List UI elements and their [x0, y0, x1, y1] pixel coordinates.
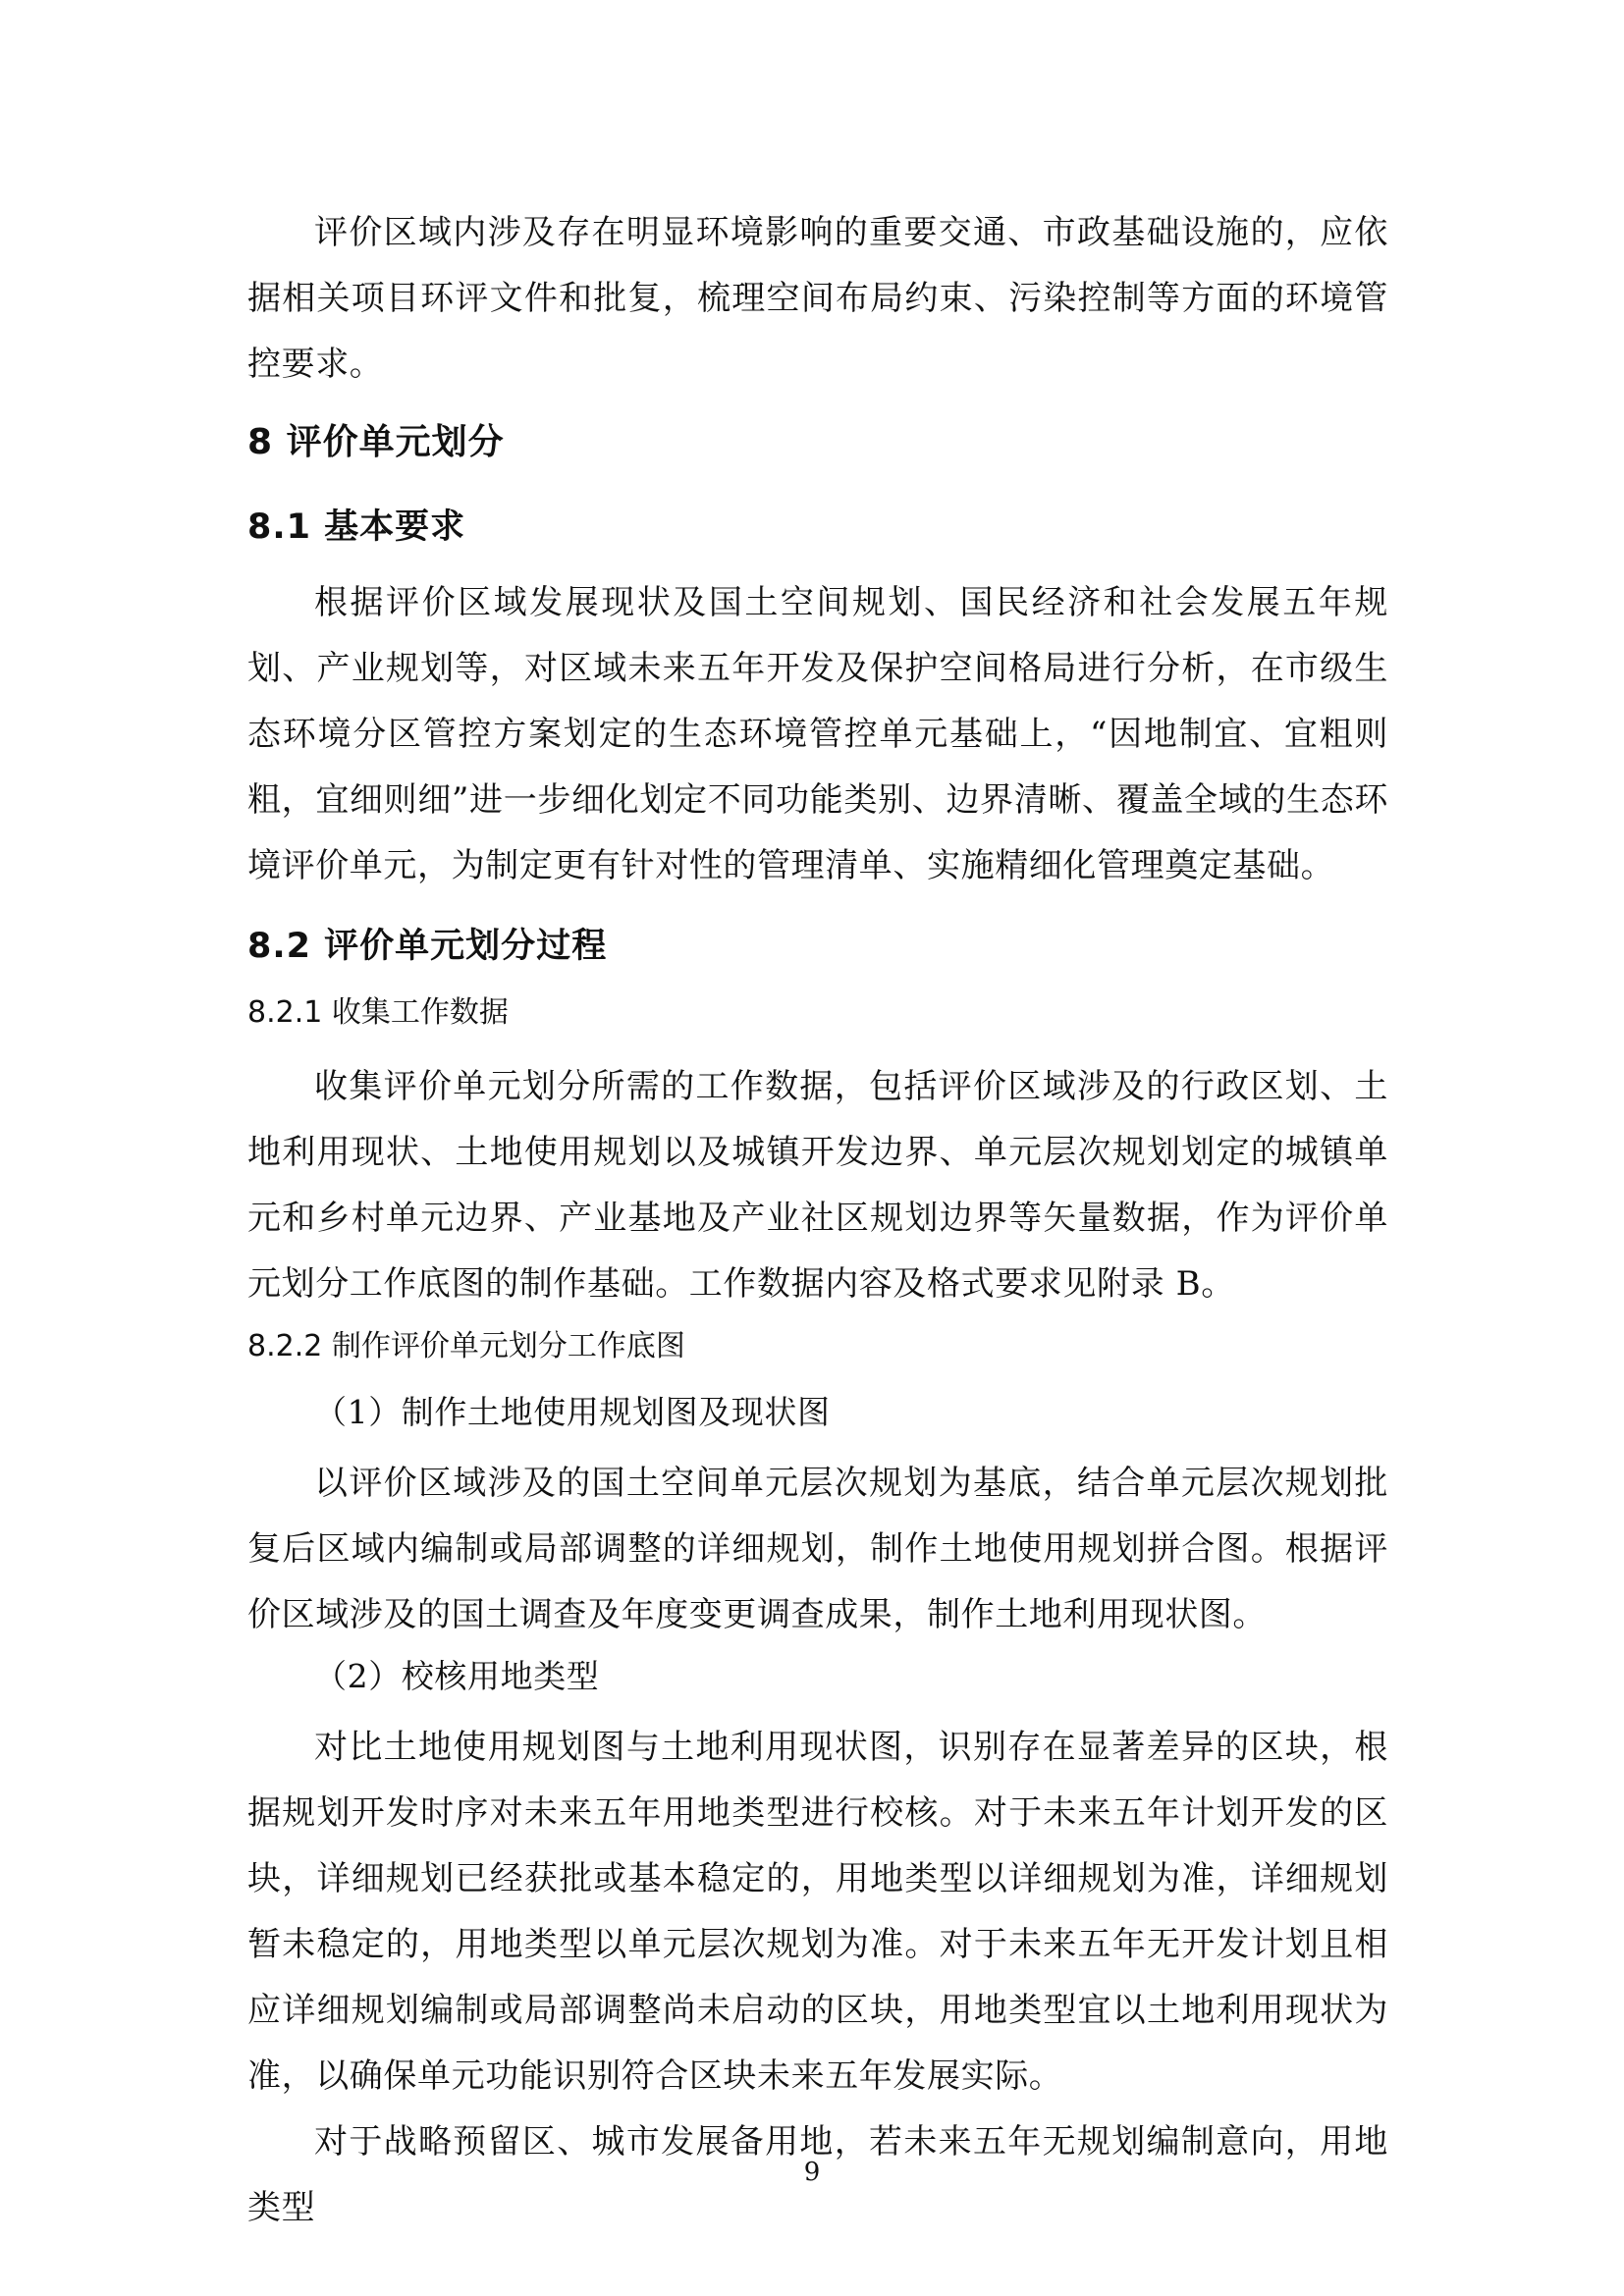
item-2-paragraph-continued: 对于战略预留区、城市发展备用地，若未来五年无规划编制意向，用地类型 — [247, 2122, 1388, 2227]
section-8-2-heading: 8.2 评价单元划分过程 — [247, 927, 608, 966]
section-8-1-paragraph: 根据评价区域发展现状及国土空间规划、国民经济和社会发展五年规划、产业规划等，对区域未来五年开发及保护空间格局进行分析，在市级生态环境分区管控方案划定的生态环境管控单元基础上，“因地制宜、宜粗则粗，宜细则细”进一步细化划定不同功能类别、边界清晰、覆盖全域的生态环境评价单元，为制定更有针对性的管理清单、实施精细化管理奠定基础。 — [247, 583, 1388, 885]
item-1-paragraph: 以评价区域涉及的国土空间单元层次规划为基底，结合单元层次规划批复后区域内编制或局部调整的详细规划，制作土地使用规划拼合图。根据评价区域涉及的国土调查及年度变更调查成果，制作土地利用现状图。 — [247, 1464, 1388, 1634]
page-number: 9 — [803, 2158, 821, 2187]
intro-paragraph: 评价区域内涉及存在明显环境影响的重要交通、市政基础设施的，应依据相关项目环评文件和批复，梳理空间布局约束、污染控制等方面的环境管控要求。 — [247, 213, 1388, 384]
item-1-title: （1）制作土地使用规划图及现状图 — [314, 1393, 831, 1431]
item-2-paragraph: 对比土地使用规划图与土地利用现状图，识别存在显著差异的区块，根据规划开发时序对未来五年用地类型进行校核。对于未来五年计划开发的区块，详细规划已经获批或基本稳定的，用地类型以详细规划为准，详细规划暂未稳定的，用地类型以单元层次规划为准。对于未来五年无开发计划且相应详细规划编制或局部调整尚未启动的区块，用地类型宜以土地利用现状为准，以确保单元功能识别符合区块未来五年发展实际。 — [247, 1728, 1388, 2096]
section-8-heading: 8 评价单元划分 — [247, 422, 505, 462]
section-8-1-heading: 8.1 基本要求 — [247, 507, 466, 547]
section-8-2-2-heading: 8.2.2 制作评价单元划分工作底图 — [247, 1329, 685, 1363]
section-8-2-1-paragraph: 收集评价单元划分所需的工作数据，包括评价区域涉及的行政区划、土地利用现状、土地使用规划以及城镇开发边界、单元层次规划划定的城镇单元和乡村单元边界、产业基地及产业社区规划边界等矢量数据，作为评价单元划分工作底图的制作基础。工作数据内容及格式要求见附录 B。 — [247, 1067, 1388, 1304]
section-8-2-1-heading: 8.2.1 收集工作数据 — [247, 995, 509, 1030]
item-2-title: （2）校核用地类型 — [314, 1657, 600, 1695]
page-content — [247, 200, 1388, 2241]
